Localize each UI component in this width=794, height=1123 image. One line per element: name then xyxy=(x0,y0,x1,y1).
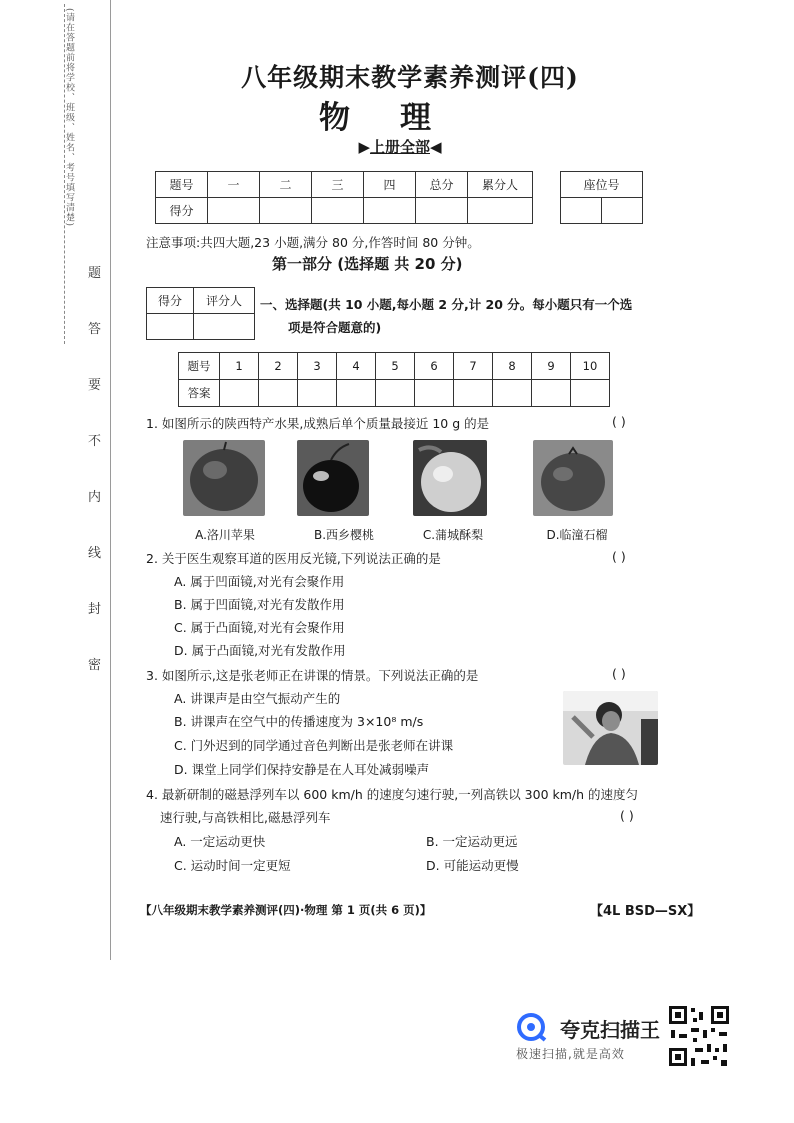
scope-label: ▶上册全部◀ xyxy=(358,138,442,156)
grader-name-input[interactable] xyxy=(194,314,255,340)
seat-table xyxy=(560,171,643,224)
score-cell: 得分 xyxy=(156,198,208,224)
answer-table xyxy=(178,352,610,407)
notice: 注意事项:共四大题,23 小题,满分 80 分,作答时间 80 分钟。 xyxy=(146,235,480,250)
q2-option-c[interactable]: C. 属于凸面镜,对光有会聚作用 xyxy=(174,620,345,635)
answer-input[interactable] xyxy=(493,380,532,407)
pear-photo xyxy=(413,440,487,516)
answer-input[interactable] xyxy=(259,380,298,407)
scanner-brand: 夸克扫描王 xyxy=(560,1018,660,1042)
seal-char: 答 xyxy=(88,322,102,337)
score-input[interactable] xyxy=(312,198,364,224)
score-cell: 总分 xyxy=(416,172,468,198)
q1-stem: 1. 如图所示的陕西特产水果,成熟后单个质量最接近 10 g 的是 xyxy=(146,416,490,431)
paper-code: 【4L BSD—SX】 xyxy=(590,904,701,919)
answer-header: 3 xyxy=(298,353,337,380)
answer-header: 7 xyxy=(454,353,493,380)
answer-input[interactable] xyxy=(376,380,415,407)
score-input[interactable] xyxy=(468,198,533,224)
q2-stem: 2. 关于医生观察耳道的医用反光镜,下列说法正确的是 xyxy=(146,551,441,566)
teacher-photo xyxy=(563,691,658,765)
answer-header: 8 xyxy=(493,353,532,380)
q4-option-c[interactable]: C. 运动时间一定更短 xyxy=(174,858,291,873)
q4-stem-line1: 4. 最新研制的磁悬浮列车以 600 km/h 的速度匀速行驶,一列高铁以 300 km/h 的速度匀 xyxy=(146,787,639,802)
q1-option-a[interactable]: A.洛川苹果 xyxy=(195,528,255,542)
q2-option-d[interactable]: D. 属于凸面镜,对光有发散作用 xyxy=(174,643,346,658)
seal-char: 密 xyxy=(88,658,102,673)
answer-label: 答案 xyxy=(179,380,220,407)
cherry-photo xyxy=(297,440,369,516)
pomegranate-photo xyxy=(533,440,613,516)
grader-name-label: 评分人 xyxy=(194,288,255,314)
answer-input[interactable] xyxy=(220,380,259,407)
grader-score-label: 得分 xyxy=(147,288,194,314)
answer-input[interactable] xyxy=(571,380,610,407)
q2-option-a[interactable]: A. 属于凹面镜,对光有会聚作用 xyxy=(174,574,345,589)
scope-text: 上册全部 xyxy=(369,138,430,156)
answer-input[interactable] xyxy=(298,380,337,407)
seat-input[interactable] xyxy=(561,198,602,224)
score-cell: 一 xyxy=(208,172,260,198)
binding-note: (请在答题前将学校、班级、姓名、考号填写清楚) xyxy=(64,8,74,228)
q3-stem: 3. 如图所示,这是张老师正在讲课的情景。下列说法正确的是 xyxy=(146,668,479,683)
answer-header: 5 xyxy=(376,353,415,380)
q3-option-c[interactable]: C. 门外迟到的同学通过音色判断出是张老师在讲课 xyxy=(174,738,454,753)
seal-char: 不 xyxy=(88,434,102,449)
subject-title: 物理 xyxy=(319,100,481,136)
seal-char: 要 xyxy=(88,378,102,393)
score-cell: 四 xyxy=(364,172,416,198)
score-input[interactable] xyxy=(208,198,260,224)
score-cell: 题号 xyxy=(156,172,208,198)
apple-photo xyxy=(183,440,265,516)
section1-line1: 一、选择题(共 10 小题,每小题 2 分,计 20 分。每小题只有一个选 xyxy=(260,297,633,312)
qr-code-icon xyxy=(667,1004,731,1068)
answer-header: 4 xyxy=(337,353,376,380)
q3-answer-paren[interactable]: ( ) xyxy=(612,666,626,681)
answer-header: 10 xyxy=(571,353,610,380)
q2-option-b[interactable]: B. 属于凹面镜,对光有发散作用 xyxy=(174,597,345,612)
answer-header: 6 xyxy=(415,353,454,380)
seal-char: 题 xyxy=(88,266,102,281)
q3-option-d[interactable]: D. 课堂上同学们保持安静是在人耳处减弱噪声 xyxy=(174,762,430,777)
score-input[interactable] xyxy=(260,198,312,224)
binding-divider xyxy=(110,0,111,960)
q1-answer-paren[interactable]: ( ) xyxy=(612,414,626,429)
scanner-logo-icon xyxy=(515,1012,547,1042)
q3-option-a[interactable]: A. 讲课声是由空气振动产生的 xyxy=(174,691,341,706)
section1-line2: 项是符合题意的) xyxy=(288,320,382,335)
answer-header: 1 xyxy=(220,353,259,380)
seat-input[interactable] xyxy=(602,198,643,224)
answer-input[interactable] xyxy=(337,380,376,407)
q4-stem-line2: 速行驶,与高铁相比,磁悬浮列车 xyxy=(160,810,331,825)
q1-option-c[interactable]: C.蒲城酥梨 xyxy=(422,528,484,542)
score-input[interactable] xyxy=(364,198,416,224)
q4-option-b[interactable]: B. 一定运动更远 xyxy=(426,834,518,849)
section1-instructions xyxy=(260,293,660,339)
q4-option-a[interactable]: A. 一定运动更快 xyxy=(174,834,266,849)
q4-answer-paren[interactable]: ( ) xyxy=(620,808,634,823)
part1-title: 第一部分 (选择题 共 20 分) xyxy=(272,255,463,273)
score-input[interactable] xyxy=(416,198,468,224)
answer-header: 2 xyxy=(259,353,298,380)
answer-header: 题号 xyxy=(179,353,220,380)
score-table xyxy=(155,171,533,224)
binding-margin xyxy=(0,0,112,960)
answer-input[interactable] xyxy=(454,380,493,407)
grader-score-input[interactable] xyxy=(147,314,194,340)
q1-option-d[interactable]: D.临潼石榴 xyxy=(546,528,608,542)
scanner-slogan: 极速扫描,就是高效 xyxy=(516,1047,625,1061)
answer-input[interactable] xyxy=(415,380,454,407)
seat-label: 座位号 xyxy=(561,172,643,198)
q3-option-b[interactable]: B. 讲课声在空气中的传播速度为 3×10⁸ m/s xyxy=(174,714,424,729)
q2-answer-paren[interactable]: ( ) xyxy=(612,549,626,564)
score-cell: 三 xyxy=(312,172,364,198)
answer-input[interactable] xyxy=(532,380,571,407)
q4-option-d[interactable]: D. 可能运动更慢 xyxy=(426,858,519,873)
exam-title: 八年级期末教学素养测评(四) xyxy=(241,63,579,92)
seal-char: 封 xyxy=(88,602,102,617)
score-cell: 二 xyxy=(260,172,312,198)
seal-char: 线 xyxy=(88,546,102,561)
score-cell: 累分人 xyxy=(468,172,533,198)
grader-table xyxy=(146,287,255,340)
answer-header: 9 xyxy=(532,353,571,380)
seal-char: 内 xyxy=(88,490,102,505)
q1-option-b[interactable]: B.西乡樱桃 xyxy=(313,528,375,542)
page-footer: 【八年级期末教学素养测评(四)·物理 第 1 页(共 6 页)】 xyxy=(140,903,432,917)
